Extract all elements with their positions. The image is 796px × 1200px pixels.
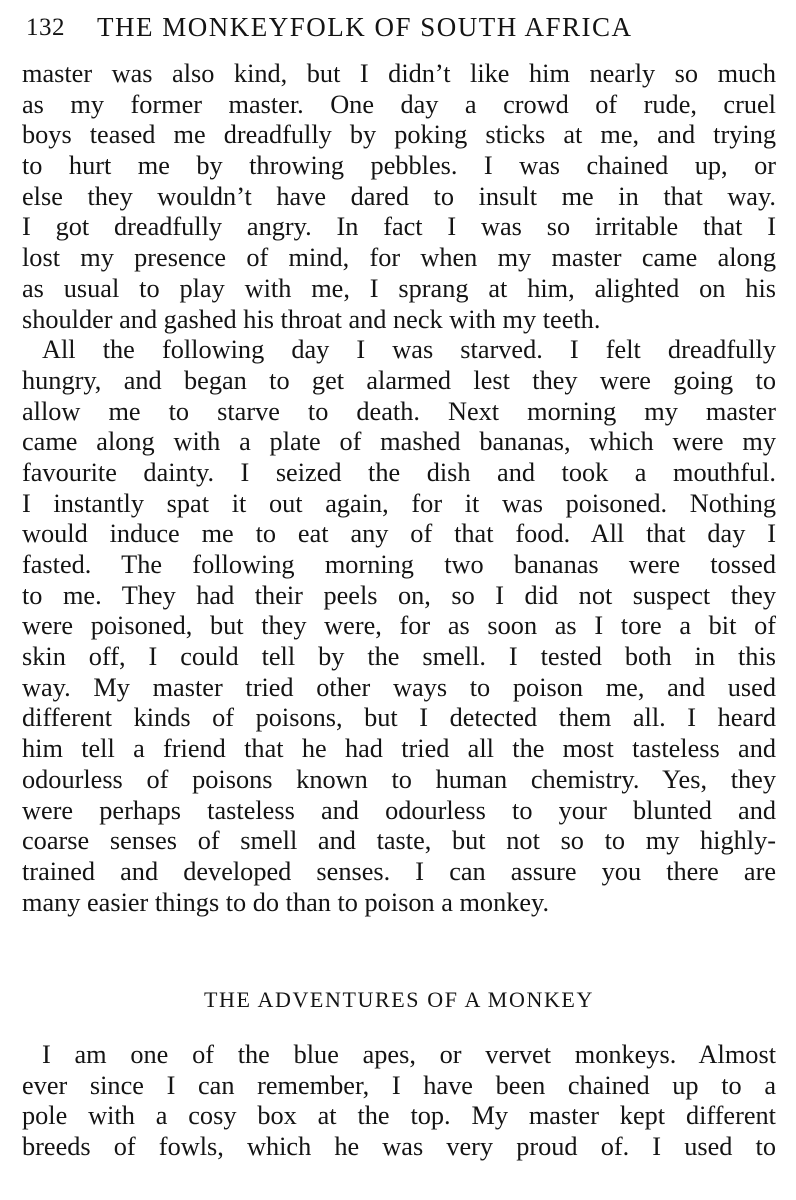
text-line: ever since I can remember, I have been chained up to a bbox=[22, 1070, 776, 1100]
text-line: him tell a friend that he had tried all the most tasteless and bbox=[22, 734, 776, 764]
text-line: odourless of poisons known to human chemistry. Yes, they bbox=[22, 764, 776, 794]
text-line: allow me to starve to death. Next morning my master bbox=[22, 396, 776, 426]
text-line: to me. They had their peels on, so I did not suspect they bbox=[22, 580, 776, 610]
text-line: All the following day I was starved. I felt dreadfully bbox=[42, 335, 776, 365]
text-line: to hurt me by throwing pebbles. I was chained up, or bbox=[22, 151, 776, 181]
text-line: different kinds of poisons, but I detected them all. I heard bbox=[22, 703, 776, 733]
page-number: 132 bbox=[26, 14, 65, 41]
text-line: came along with a plate of mashed bananas, which were my bbox=[22, 427, 776, 457]
book-page bbox=[22, 0, 776, 1200]
text-line: many easier things to do than to poison a monkey. bbox=[22, 887, 550, 917]
text-line: were poisoned, but they were, for as soon as I tore a bit of bbox=[22, 611, 776, 641]
text-line: way. My master tried other ways to poison me, and used bbox=[22, 672, 776, 702]
text-line: I got dreadfully angry. In fact I was so irritable that I bbox=[22, 212, 776, 242]
text-line: shoulder and gashed his throat and neck with my teeth. bbox=[22, 304, 601, 334]
text-line: coarse senses of smell and taste, but not so to my highly- bbox=[22, 826, 776, 856]
text-line: fasted. The following morning two bananas were tossed bbox=[22, 550, 776, 579]
running-head bbox=[22, 12, 776, 52]
section-heading: THE ADVENTURES OF A MONKEY bbox=[204, 987, 594, 1012]
text-line: trained and developed senses. I can assure you there are bbox=[22, 856, 776, 886]
text-line: as usual to play with me, I sprang at him, alighted on his bbox=[22, 273, 776, 303]
text-line: skin off, I could tell by the smell. I tested both in this bbox=[22, 642, 776, 672]
body-text bbox=[22, 59, 776, 918]
book-title: THE MONKEYFOLK OF SOUTH AFRICA bbox=[97, 12, 633, 42]
text-line: boys teased me dreadfully by poking sticks at me, and trying bbox=[22, 120, 776, 150]
text-line: else they wouldn’t have dared to insult me in that way. bbox=[22, 181, 776, 211]
text-line: master was also kind, but I didn’t like him nearly so much bbox=[22, 59, 776, 88]
text-line: were perhaps tasteless and odourless to your blunted and bbox=[22, 795, 776, 825]
text-line: breeds of fowls, which he was very proud of. I used to bbox=[22, 1132, 776, 1162]
paragraph-continued bbox=[22, 59, 776, 335]
text-line: I am one of the blue apes, or vervet monkeys. Almost bbox=[42, 1040, 776, 1069]
text-line: hungry, and began to get alarmed lest they were going to bbox=[22, 365, 776, 395]
section-body-text bbox=[22, 1040, 776, 1163]
text-line: favourite dainty. I seized the dish and took a mouthful. bbox=[22, 457, 776, 487]
text-line: would induce me to eat any of that food. All that day I bbox=[22, 519, 776, 549]
text-line: pole with a cosy box at the top. My master kept different bbox=[22, 1101, 776, 1131]
text-line: as my former master. One day a crowd of rude, cruel bbox=[22, 89, 776, 119]
text-line: lost my presence of mind, for when my master came along bbox=[22, 243, 776, 273]
paragraph bbox=[22, 335, 776, 918]
paragraph bbox=[22, 1040, 776, 1163]
text-line: I instantly spat it out again, for it was poisoned. Nothing bbox=[22, 488, 776, 518]
